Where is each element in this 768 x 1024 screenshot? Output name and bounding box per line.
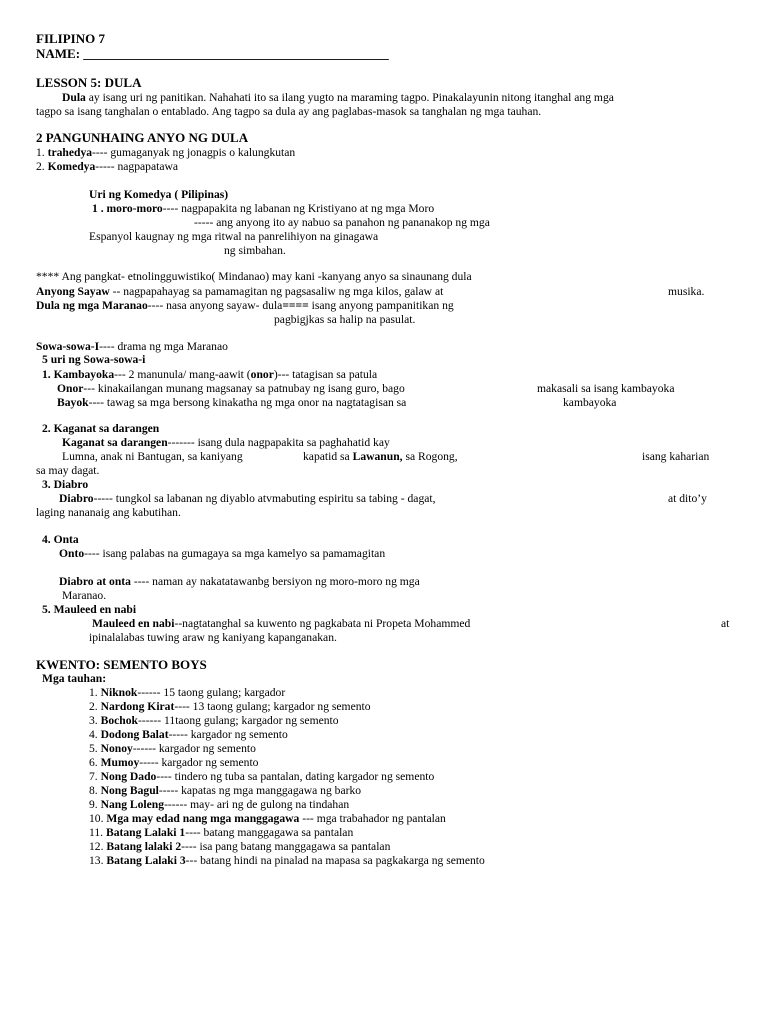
kaganat-line-1 — [62, 436, 390, 450]
item-number: 9. — [89, 798, 101, 811]
item-term: Nonoy — [100, 742, 133, 755]
item-desc: ---- nasa anyong sayaw- dula — [147, 299, 283, 312]
item-term: Onto — [59, 547, 85, 560]
item-number: 13. — [89, 854, 107, 867]
term-dula: Dula — [62, 91, 86, 104]
list-item — [89, 840, 390, 854]
item-desc: ------ may- ari ng de gulong na tindahan — [164, 798, 350, 811]
item-number: 12. — [89, 840, 107, 853]
kaganat-title: 2. Kaganat sa darangen — [42, 422, 160, 435]
anyo-item-2 — [36, 160, 178, 174]
intro-text: ay ang paglabas-masok sa tanghalan ng mga tauhan. — [295, 105, 542, 118]
list-item — [89, 812, 446, 826]
komedya-line-2: ----- ang anyong ito ay nabuo sa panahon ng pananakop ng mga — [194, 216, 490, 229]
item-term: Sowa-sowa-I — [36, 340, 100, 353]
kaganat-line-2-end: isang kaharian — [642, 450, 710, 463]
diabro-onta-line-2: Maranao. — [62, 589, 107, 602]
item-number: 1. — [89, 686, 101, 699]
item-number: 2. — [89, 700, 101, 713]
item-term: Bayok — [57, 396, 89, 409]
item-term: Diabro at onta — [59, 575, 131, 588]
lesson-intro-line-2 — [36, 105, 541, 119]
diabro-title: 3. Diabro — [42, 478, 89, 491]
lesson-title: LESSON 5: DULA — [36, 75, 142, 90]
item-number: 3. — [89, 714, 101, 727]
dula-maranao-line-2: pagbigjkas sa halip na pasulat. — [274, 313, 416, 326]
item-desc: ---- nagpapakita ng labanan ng Kristiyano at ng mga Moro — [162, 202, 435, 215]
item-desc: ---- 13 taong gulang; kargador ng semento — [174, 700, 371, 713]
item-term: 1 . moro-moro — [92, 202, 163, 215]
item-desc: kapatid sa — [303, 450, 353, 463]
item-term: Onor — [57, 382, 84, 395]
onta-line — [59, 547, 385, 561]
list-item — [89, 826, 353, 840]
list-item — [89, 714, 339, 728]
item-desc: ---- drama ng mga Maranao — [99, 340, 228, 353]
item-term: Batang lalaki 2 — [106, 840, 182, 853]
item-number: 10. — [89, 812, 107, 825]
item-desc: ------ kargador ng semento — [132, 742, 256, 755]
list-item — [89, 700, 371, 714]
diabro-line-2: laging nananaig ang kabutihan. — [36, 506, 181, 519]
list-item — [89, 756, 258, 770]
item-term: Mauleed en nabi — [92, 617, 175, 630]
subject-title: FILIPINO 7 — [36, 31, 105, 46]
lesson-intro-line-1 — [62, 91, 614, 105]
item-term: Batang Lalaki 1 — [105, 826, 186, 839]
onor-end: makasali sa isang kambayoka — [537, 382, 675, 395]
item-term: Anyong Sayaw — [36, 285, 110, 298]
mauleed-line-2: ipinalalabas tuwing araw ng kaniyang kapanganakan. — [89, 631, 337, 644]
item-desc: ----- kargador ng semento — [168, 728, 288, 741]
list-item — [89, 770, 434, 784]
intro-text: ay isang uri ng panitikan. Nahahati ito sa ilang yugto na maraming tagpo. Pinakalayunin nitong itanghal ang mga — [85, 91, 614, 104]
name-blank: _______________________________________________ — [83, 46, 389, 61]
item-term: Dodong Balat — [100, 728, 169, 741]
diabro-line-1-end: at dito’y — [668, 492, 707, 505]
item-desc: ---- tindero ng tuba sa pantalan, dating kargador ng semento — [156, 770, 435, 783]
equals-marker: ==== — [282, 299, 309, 312]
list-item — [89, 784, 361, 798]
list-item — [89, 742, 256, 756]
intro-text: tagpo sa isang tanghalan o entablado. Ang tagpo sa — [36, 105, 276, 118]
item-term: Nong Dado — [100, 770, 157, 783]
item-term: Batang Lalaki 3 — [106, 854, 186, 867]
item-term: Nang Loleng — [100, 798, 165, 811]
list-item — [89, 798, 349, 812]
item-desc: isang anyong pampanitikan ng — [308, 299, 454, 312]
komedya-item-1 — [92, 202, 434, 216]
item-desc: --- 2 manunula/ mang-aawit ( — [114, 368, 251, 381]
diabro-onta-line-1 — [59, 575, 420, 589]
onta-title: 4. Onta — [42, 533, 79, 546]
list-item — [89, 854, 485, 868]
item-term: 1. Kambayoka — [42, 368, 115, 381]
list-item — [89, 728, 288, 742]
kambayoka-line — [42, 368, 377, 382]
item-term: Bochok — [100, 714, 138, 727]
item-number: 1. — [36, 146, 48, 159]
item-desc: ----- tungkol sa labanan ng diyablo atvmabuting espiritu sa tabing - dagat, — [93, 492, 436, 505]
item-desc: ---- isa pang batang manggagawa sa pantalan — [181, 840, 391, 853]
bayok-end: kambayoka — [563, 396, 617, 409]
item-desc: ----- kargador ng semento — [139, 756, 259, 769]
item-term: Komedya — [47, 160, 96, 173]
item-term: Nong Bagul — [100, 784, 159, 797]
item-term: Diabro — [59, 492, 94, 505]
anyong-sayaw-line — [36, 285, 443, 299]
item-term: Niknok — [100, 686, 138, 699]
item-term: trahedya — [47, 146, 93, 159]
item-desc: --- batang hindi na pinalad na mapasa sa pagkakarga ng semento — [185, 854, 485, 867]
pangkat-note: **** Ang pangkat- etnolingguwistiko( Mindanao) may kani -kanyang anyo sa sinaunang dula — [36, 270, 472, 283]
onor-line — [57, 382, 405, 396]
item-term: Mga may edad nang mga manggagawa — [106, 812, 300, 825]
item-desc: ----- kapatas ng mga manggagawa ng barko — [158, 784, 362, 797]
item-desc: )--- tatagisan sa patula — [273, 368, 378, 381]
item-desc: sa Rogong, — [402, 450, 458, 463]
item-desc: ---- naman ay nakatatawanbg bersiyon ng moro-moro ng mga — [130, 575, 420, 588]
item-desc: ---- tawag sa mga bersong kinakatha ng mga onor na nagtatagisan sa — [88, 396, 407, 409]
name-line — [36, 47, 389, 61]
item-number: 4. — [89, 728, 101, 741]
item-term: Dula ng mga Maranao — [36, 299, 148, 312]
bayok-line — [57, 396, 406, 410]
item-desc: ---- batang manggagawa sa pantalan — [185, 826, 354, 839]
item-number: 2. — [36, 160, 48, 173]
komedya-line-4: ng simbahan. — [224, 244, 286, 257]
item-desc: --- mga trabahador ng pantalan — [299, 812, 446, 825]
item-term: Kaganat sa darangen — [62, 436, 168, 449]
komedya-title: Uri ng Komedya ( Pilipinas) — [89, 188, 229, 201]
kaganat-line-2b — [303, 450, 458, 464]
list-item — [89, 686, 285, 700]
tauhan-label: Mga tauhan: — [42, 672, 107, 685]
mauleed-line-1-end: at — [721, 617, 730, 630]
item-desc: ---- gumaganyak ng jonagpis o kalungkutan — [92, 146, 296, 159]
item-desc: ------- isang dula nagpapakita sa paghahatid kay — [167, 436, 390, 449]
kaganat-line-3: sa may dagat. — [36, 464, 100, 477]
diabro-line-1 — [59, 492, 436, 506]
item-desc: -- nagpapahayag sa pamamagitan ng pagsasaliw ng mga kilos, galaw at — [109, 285, 444, 298]
anyo-item-1 — [36, 146, 295, 160]
item-number: 8. — [89, 784, 101, 797]
intro-dula-word: dula — [275, 105, 296, 118]
mauleed-title: 5. Mauleed en nabi — [42, 603, 137, 616]
kwento-title: KWENTO: SEMENTO BOYS — [36, 657, 207, 672]
mauleed-line-1 — [92, 617, 470, 631]
sowa-title — [36, 340, 228, 354]
item-term: Nardong Kirat — [100, 700, 175, 713]
item-number: 11. — [89, 826, 106, 839]
item-desc: ------ 11taong gulang; kargador ng semento — [137, 714, 339, 727]
item-desc: ----- nagpapatawa — [95, 160, 178, 173]
kaganat-line-2a: Lumna, anak ni Bantugan, sa kaniyang — [62, 450, 243, 463]
item-desc: ------ 15 taong gulang; kargador — [137, 686, 286, 699]
item-number: 7. — [89, 770, 101, 783]
item-desc: --- kinakailangan munang magsanay sa patnubay ng isang guro, bago — [83, 382, 405, 395]
anyo-title: 2 PANGUNHAING ANYO NG DULA — [36, 130, 249, 145]
item-desc: --nagtatanghal sa kuwento ng pagkabata ni Propeta Mohammed — [174, 617, 471, 630]
name-label: NAME: — [36, 46, 84, 61]
dula-maranao-line — [36, 299, 454, 313]
lawanun-term: Lawanun, — [352, 450, 403, 463]
item-number: 5. — [89, 742, 101, 755]
item-term: Mumoy — [100, 756, 140, 769]
komedya-line-3: Espanyol kaugnay ng mga ritwal na panrelihiyon na ginagawa — [89, 230, 379, 243]
onor-term: onor — [250, 368, 274, 381]
sowa-subtitle: 5 uri ng Sowa-sowa-i — [42, 353, 146, 366]
item-number: 6. — [89, 756, 101, 769]
item-desc: ---- isang palabas na gumagaya sa mga kamelyo sa pamamagitan — [84, 547, 386, 560]
anyong-sayaw-end: musika. — [668, 285, 705, 298]
